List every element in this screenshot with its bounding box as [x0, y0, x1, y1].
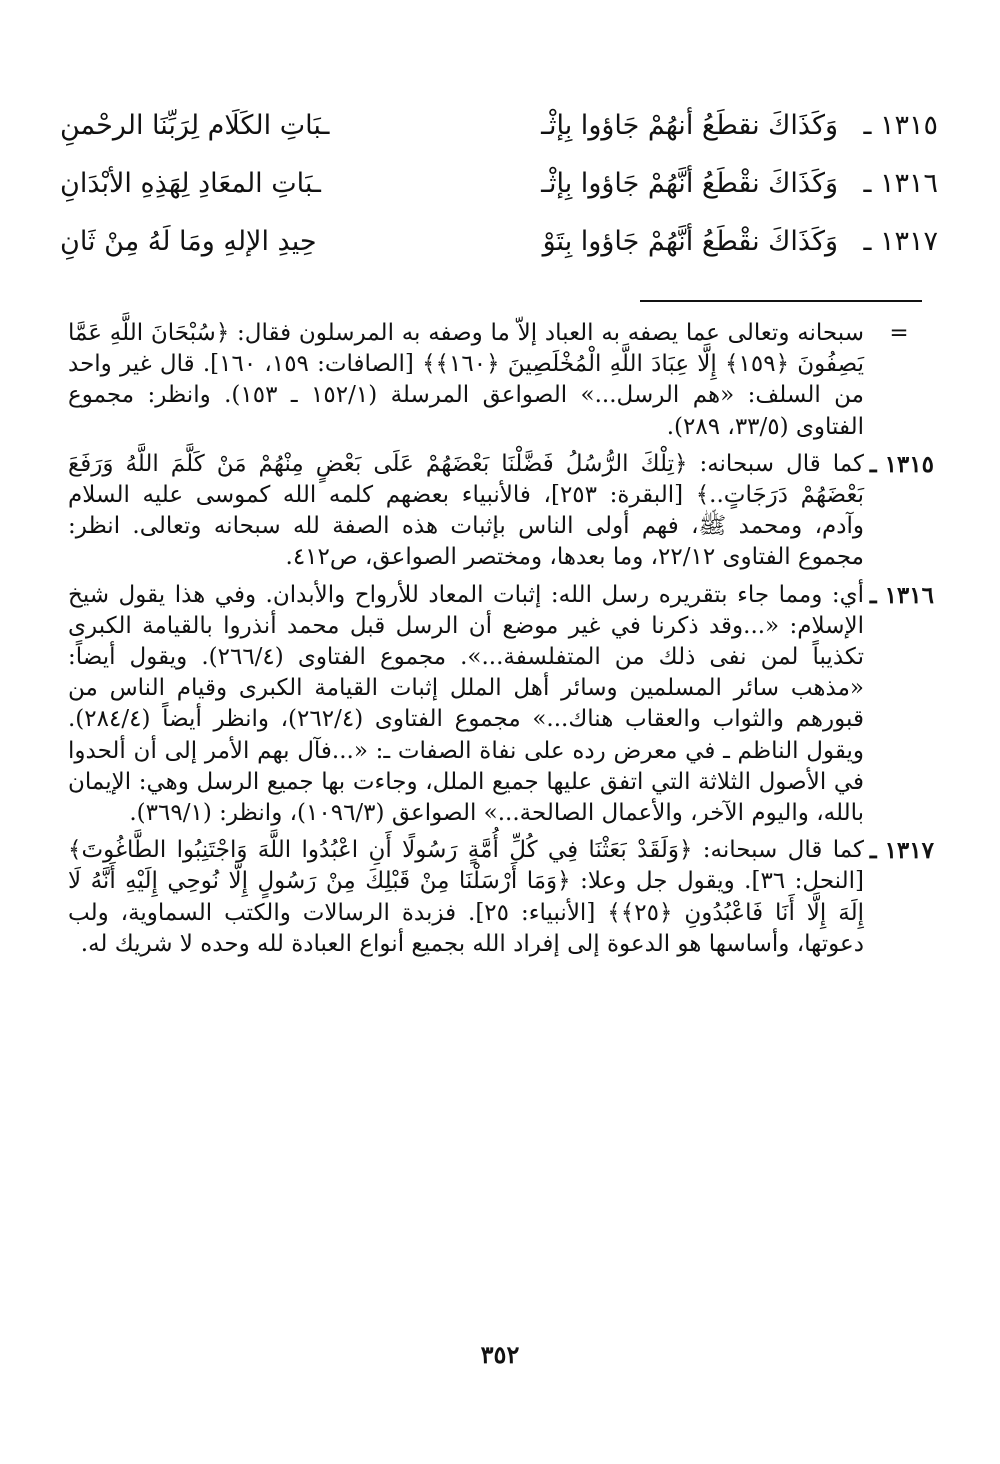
verse-first-hemistich: وَكَذَاكَ نقطَعُ أنهُمْ جَاؤوا بِإثْـ [541, 110, 838, 141]
verse-line [60, 226, 938, 284]
footnote-separator [640, 300, 922, 302]
verse-line [60, 168, 938, 226]
footnote-text: أي: ومما جاء بتقريره رسل الله: إثبات المعاد للأرواح والأبدان. وفي هذا يقول شيخ الإسلام: «...وقد ذكرنا في غير موضع أن الرسل قبل محمد أنذروا بالقيامة الكبرى تكذيباً لمن نفى ذلك من المتفلسفة...». مجموع الفتاوى (٢٦٦/٤). ويقول أيضاً: «مذهب سائر المسلمين وسائر أهل الملل إثبات القيامة الكبرى وقيام الناس من قبورهم والثواب والعقاب هناك...» مجموع الفتاوى (٢٦٢/٤)، وانظر أيضاً (٢٨٤/٤). ويقول الناظم ـ في معرض رده على نفاة الصفات ـ: «...فآل بهم الأمر إلى أن ألحدوا في الأصول الثلاثة التي اتفق عليها جميع الملل، وجاءت بها جميع الرسل وهي: الإيمان بالله، واليوم الآخر، والأعمال الصالحة...» الصواعق (١٠٩٦/٣)، وانظر: (٣٦٩/١). [68, 581, 865, 827]
footnote-marker: ١٣١٥ ـ [869, 450, 934, 478]
footnote [68, 835, 934, 960]
verse-second-hemistich: حِيدِ الإلهِ ومَا لَهُ مِنْ ثَانِ [60, 226, 317, 257]
verse-number: ١٣١٧ ـ [863, 226, 938, 257]
verse-second-hemistich: ـبَاتِ الكَلَام لِرَبِّنَا الرحْمنِ [60, 110, 330, 141]
verse-line [60, 110, 938, 168]
poem-block [60, 110, 938, 284]
footnote [68, 449, 934, 574]
footnote [68, 318, 934, 443]
footnote-text: سبحانه وتعالى عما يصفه به العباد إلاّ ما وصفه به المرسلون فقال: ﴿سُبْحَانَ اللَّهِ عَمَّا يَصِفُونَ ﴿١٥٩﴾ إِلَّا عِبَادَ اللَّهِ الْمُخْلَصِينَ ﴿١٦٠﴾﴾ [الصافات: ١٥٩، ١٦٠]. قال غير واحد من السلف: «هم الرسل...» الصواعق المرسلة (١٥٢/١ ـ ١٥٣). وانظر: مجموع الفتاوى (٣٣/٥، ٢٨٩). [68, 320, 865, 440]
footnote-text: كما قال سبحانه: ﴿تِلْكَ الرُّسُلُ فَضَّلْنَا بَعْضَهُمْ عَلَى بَعْضٍ مِنْهُمْ مَنْ كَلَّمَ اللَّهُ وَرَفَعَ بَعْضَهُمْ دَرَجَاتٍ..﴾ [البقرة: ٢٥٣]، فالأنبياء بعضهم كلمه الله كموسى عليه السلام وآدم، ومحمد ﷺ، فهم أولى الناس بإثبات هذه الصفة لله سبحانه وتعالى. انظر: مجموع الفتاوى ٢٢/١٢، وما بعدها، ومختصر الصواعق، ص٤١٢. [68, 450, 865, 571]
verse-second-hemistich: ـبَاتِ المعَادِ لِهَذِهِ الأبْدَانِ [60, 168, 321, 199]
footnote-marker: ١٣١٧ ـ [869, 837, 934, 865]
verse-number: ١٣١٥ ـ [863, 110, 938, 141]
footnote-marker: ١٣١٦ ـ [869, 581, 934, 609]
footnote-text: كما قال سبحانه: ﴿وَلَقَدْ بَعَثْنَا فِي كُلِّ أُمَّةٍ رَسُولًا أَنِ اعْبُدُوا اللَّهَ وَاجْتَنِبُوا الطَّاغُوتَ﴾ [النحل: ٣٦]. ويقول جل وعلا: ﴿وَمَا أَرْسَلْنَا مِنْ قَبْلِكَ مِنْ رَسُولٍ إِلَّا نُوحِي إِلَيْهِ أَنَّهُ لَا إِلَهَ إِلَّا أَنَا فَاعْبُدُونِ ﴿٢٥﴾﴾ [الأنبياء: ٢٥]. فزبدة الرسالات والكتب السماوية، ولب دعوتها، وأساسها هو الدعوة إلى إفراد الله بجميع أنواع العبادة لله وحده لا شريك له. [68, 837, 864, 957]
verse-first-hemistich: وَكَذَاكَ نقْطَعُ أنَّهُمْ جَاؤوا بِتَوْ [542, 226, 838, 257]
footnotes [68, 318, 934, 966]
footnote [68, 580, 934, 830]
page-number: ٣٥٢ [480, 1340, 520, 1369]
footnote-marker: = [889, 320, 909, 346]
verse-number: ١٣١٦ ـ [863, 168, 938, 199]
verse-first-hemistich: وَكَذَاكَ نقْطَعُ أنَّهُمْ جَاؤوا بِإثْـ [541, 168, 838, 199]
